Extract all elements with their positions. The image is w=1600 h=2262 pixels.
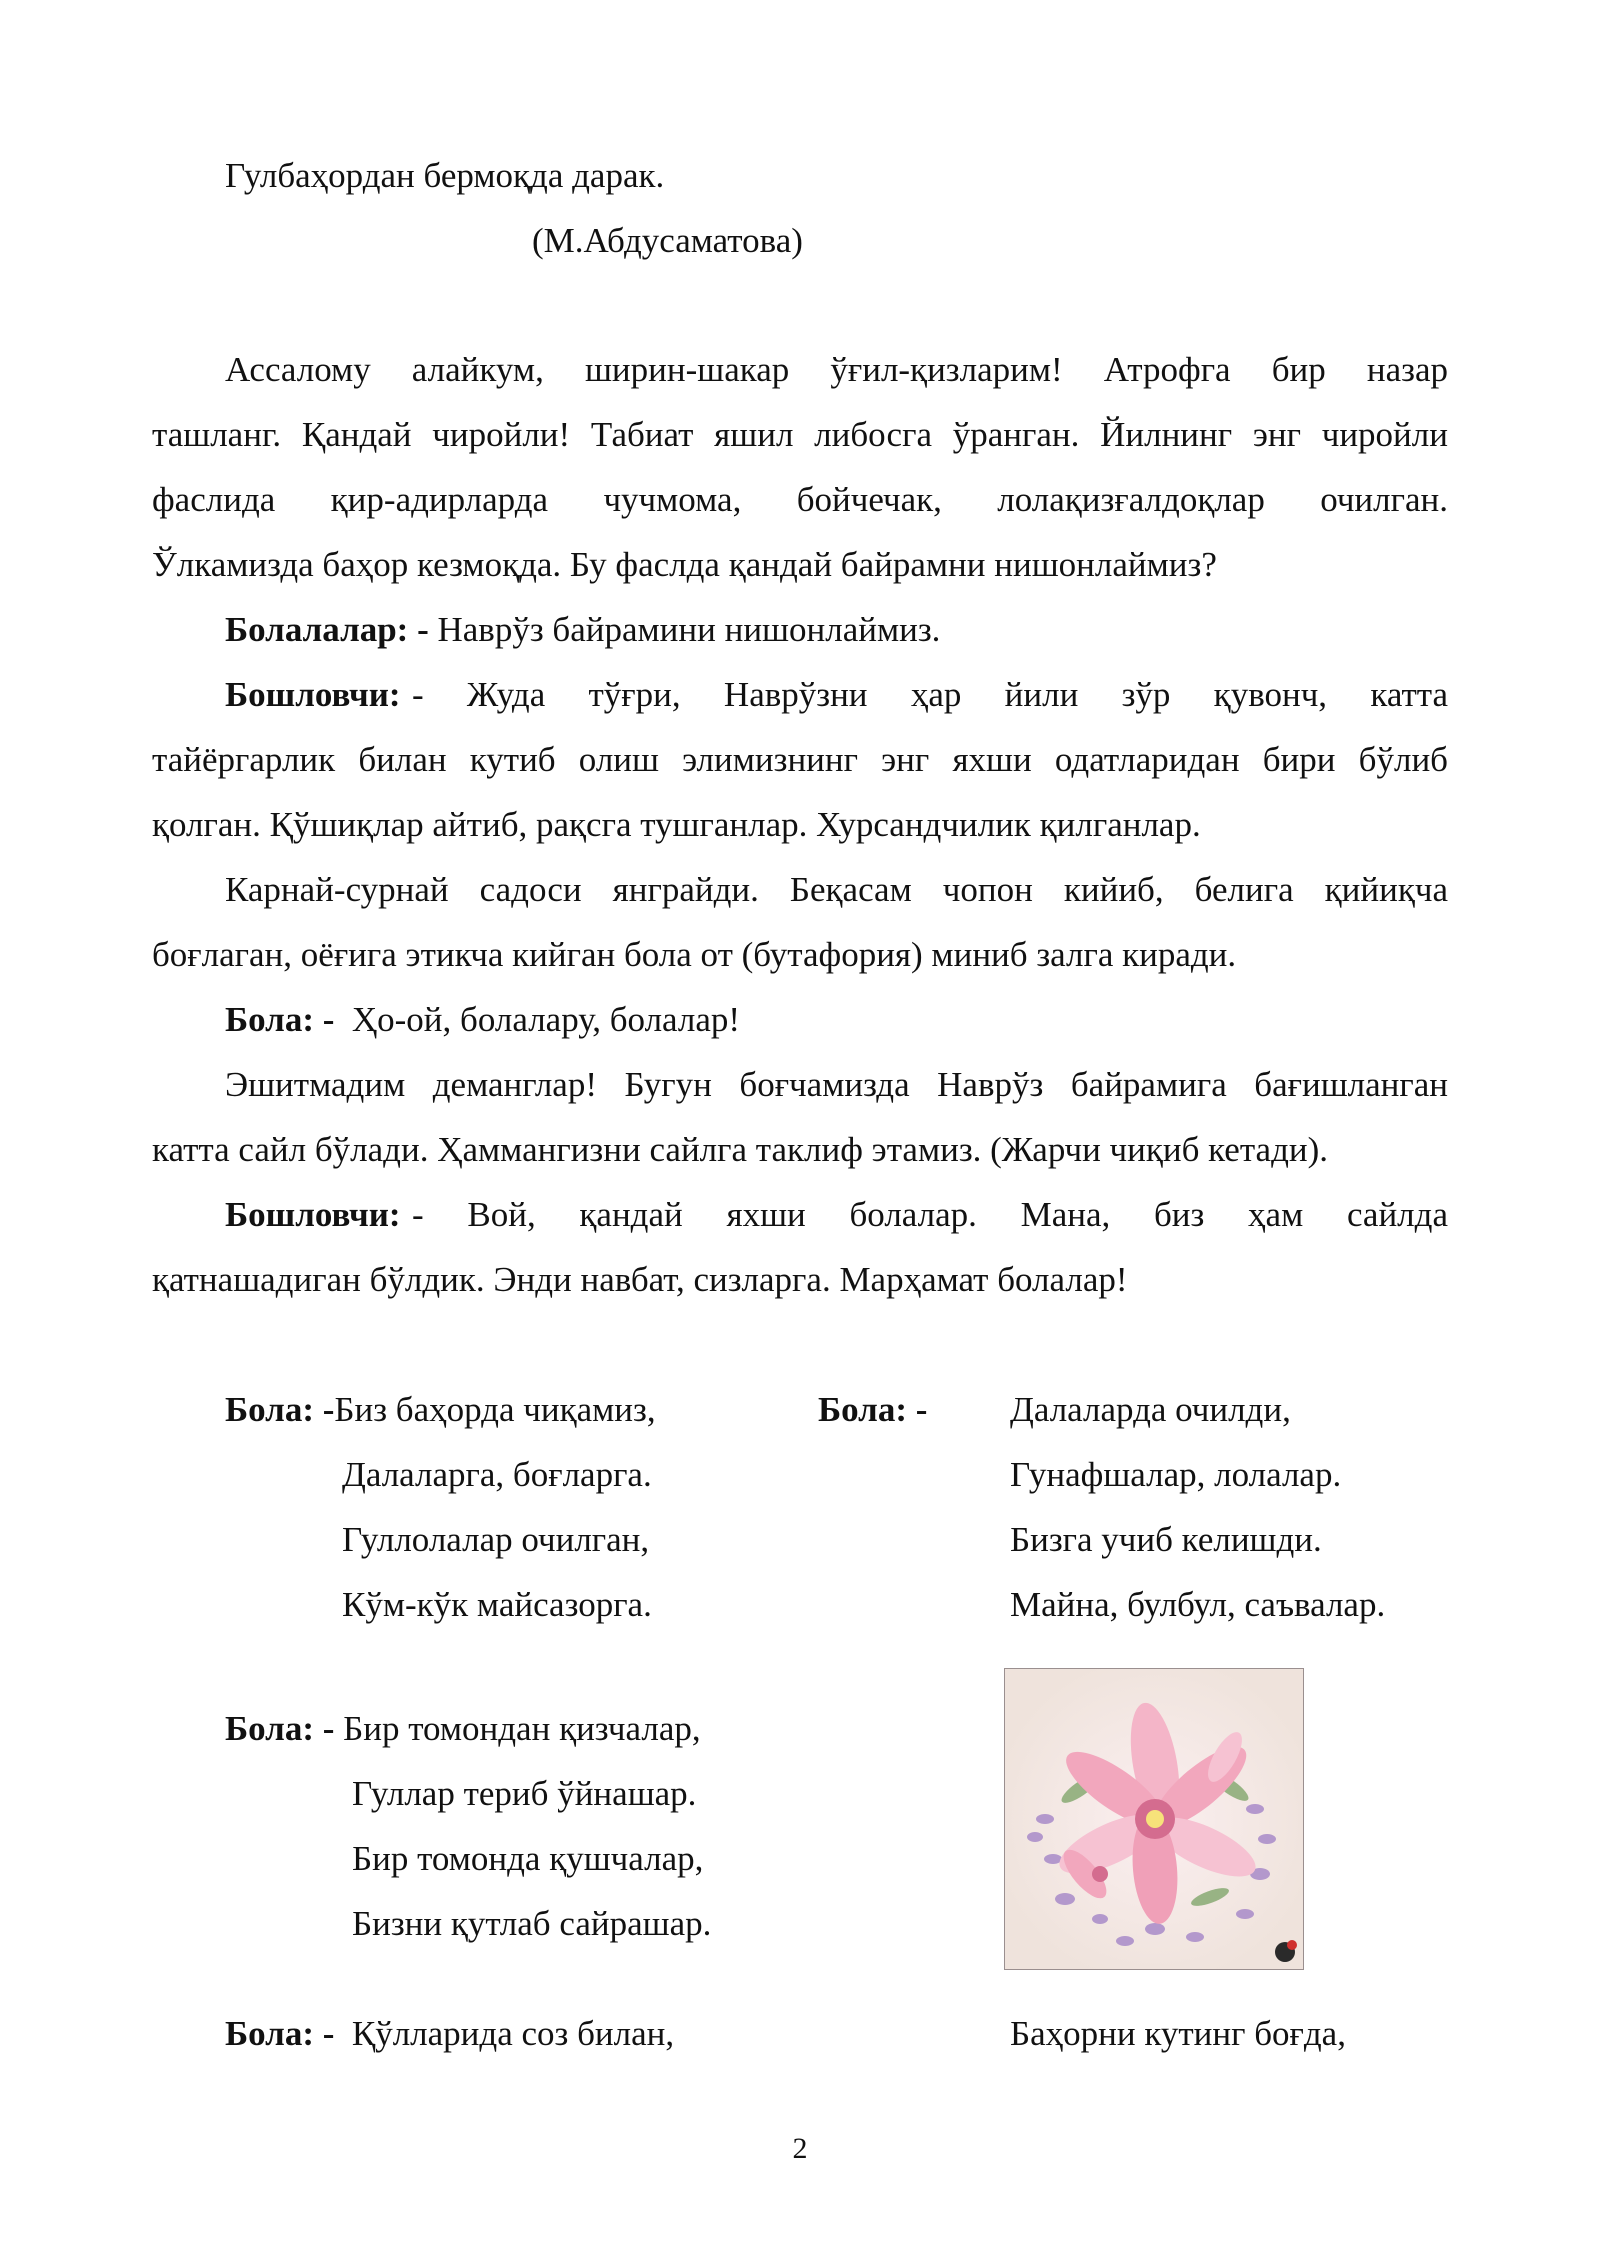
- poem-text: Қўлларида соз билан,: [334, 2014, 675, 2053]
- dialogue-text: Ҳо-ой, болалару, болалар!: [334, 1000, 741, 1039]
- poem-line: [225, 2012, 674, 2056]
- paragraph-line: катта сайл бўлади. Ҳаммангизни сайлга таклиф этамиз. (Жарчи чиқиб кетади).: [152, 1130, 1329, 1169]
- poem-line: Бизга учиб келишди.: [1010, 1520, 1322, 1559]
- paragraph-line: Ассалому алайкум, ширин-шакар ўғил-қизларим! Атрофга бир назар: [225, 350, 1448, 389]
- poem-line: [225, 1707, 701, 1751]
- dialogue-line: [225, 673, 1448, 717]
- poem-text: Биз баҳорда чиқамиз,: [334, 1390, 656, 1429]
- speaker-label: Бола: -: [225, 1390, 335, 1429]
- speaker-label: Бошловчи:: [225, 1195, 401, 1234]
- poem-line: Майна, булбул, саъвалар.: [1010, 1585, 1386, 1624]
- dialogue-line: [225, 1193, 1448, 1237]
- paragraph-line: Карнай-сурнай садоси янграйди. Беқасам чопон кийиб, белига қийиқча: [225, 870, 1448, 909]
- dialogue-text: Наврўз байрамини нишонлаймиз.: [428, 610, 941, 649]
- author-attribution: (М.Абдусаматова): [532, 221, 803, 260]
- speaker-label: Болалалар: -: [225, 610, 429, 649]
- poem-line: Далаларда очилди,: [1010, 1390, 1291, 1429]
- speaker-label: Бола: -: [818, 1390, 928, 1429]
- paragraph-line: фаслида қир-адирларда чучмома, бойчечак, лолақизғалдоқлар очилган.: [152, 480, 1448, 519]
- speaker-label: Бошловчи:: [225, 675, 401, 714]
- dialogue-text: - Жуда тўғри, Наврўзни ҳар йили зўр қувонч, катта: [412, 675, 1448, 714]
- speaker-label: Бола: -: [225, 2014, 335, 2053]
- dialogue-line: [225, 998, 740, 1042]
- paragraph-line: қатнашадиган бўлдик. Энди навбат, сизларга. Марҳамат болалар!: [152, 1260, 1128, 1299]
- poem-line: Далаларга, боғларга.: [342, 1455, 652, 1494]
- paragraph-line: қолган. Қўшиқлар айтиб, рақсга тушганлар. Хурсандчилик қилганлар.: [152, 805, 1201, 844]
- poem-text: Бир томондан қизчалар,: [334, 1709, 701, 1748]
- intro-line: Гулбаҳордан бермоқда дарак.: [225, 156, 665, 195]
- paragraph-line: тайёргарлик билан кутиб олиш элимизнинг энг яхши одатларидан бири бўлиб: [152, 740, 1448, 779]
- dialogue-text: - Вой, қандай яхши болалар. Мана, биз ҳам сайлда: [412, 1195, 1448, 1234]
- poem-line: Гунафшалар, лолалар.: [1010, 1455, 1342, 1494]
- speaker-label: Бола: -: [225, 1709, 335, 1748]
- poem-line: [225, 1388, 656, 1432]
- flower-bouquet-icon: [1004, 1668, 1304, 1970]
- poem-line: Кўм-кўк майсазорга.: [342, 1585, 652, 1624]
- paragraph-line: ташланг. Қандай чиройли! Табиат яшил либосга ўранган. Йилнинг энг чиройли: [152, 415, 1448, 454]
- page-number: 2: [792, 2132, 808, 2165]
- poem-line: Гуллар териб ўйнашар.: [352, 1774, 697, 1813]
- poem-line: Бизни қутлаб сайрашар.: [352, 1904, 712, 1943]
- paragraph-line: Эшитмадим деманглар! Бугун боғчамизда Наврўз байрамига бағишланган: [225, 1065, 1448, 1104]
- poem-line: Баҳорни кутинг боғда,: [1010, 2014, 1346, 2053]
- speaker-label: Бола: -: [225, 1000, 335, 1039]
- dialogue-line: [225, 608, 940, 652]
- paragraph-line: боғлаган, оёғига этикча кийган бола от (бутафория) миниб залга киради.: [152, 935, 1237, 974]
- poem-line: Гуллолалар очилган,: [342, 1520, 650, 1559]
- paragraph-line: Ўлкамизда баҳор кезмоқда. Бу фаслда қандай байрамни нишонлаймиз?: [152, 545, 1217, 584]
- poem-line: Бир томонда қушчалар,: [352, 1839, 704, 1878]
